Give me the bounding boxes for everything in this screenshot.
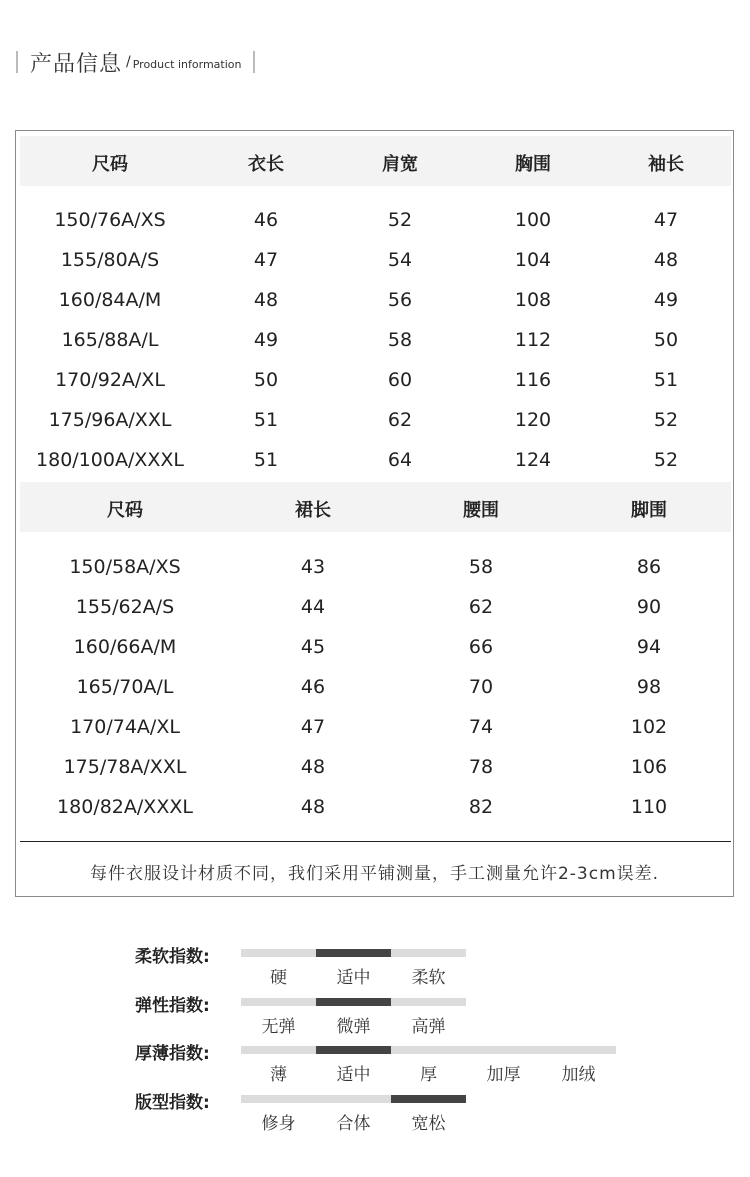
table-cell: 46 (300, 676, 326, 698)
table-row (16, 596, 733, 620)
index-option: 加绒 (561, 1065, 596, 1085)
header-right-bar (253, 51, 255, 73)
table-cell: 100 (514, 209, 552, 231)
table-cell: 90 (636, 596, 662, 618)
table-cell: 180/82A/XXXL (57, 796, 193, 818)
table-cell: 54 (387, 249, 413, 271)
table-header-cell: 肩宽 (382, 154, 418, 175)
top-table-header (20, 136, 731, 186)
table-cell: 86 (636, 556, 662, 578)
table-header-cell: 胸围 (515, 154, 551, 175)
table-cell: 155/80A/S (60, 249, 160, 271)
table-cell: 102 (630, 716, 668, 738)
index-label: 弹性指数: (135, 995, 210, 1016)
table-cell: 62 (468, 596, 494, 618)
table-cell: 170/74A/XL (70, 716, 180, 738)
index-track (241, 998, 466, 1006)
table-cell: 60 (387, 369, 413, 391)
table-row (16, 796, 733, 820)
index-option: 无弹 (261, 1016, 296, 1037)
index-selected-segment (391, 1095, 466, 1103)
bottom-table-header (20, 482, 731, 532)
table-row (16, 636, 733, 660)
table-cell: 45 (300, 636, 326, 658)
table-cell: 50 (253, 369, 279, 391)
table-cell: 150/76A/XS (54, 209, 166, 231)
table-cell: 74 (468, 716, 494, 738)
index-option: 宽松 (411, 1113, 446, 1134)
table-cell: 52 (387, 209, 413, 231)
table-row (16, 329, 733, 353)
table-cell: 120 (514, 409, 552, 431)
table-header-cell: 腰围 (463, 500, 499, 521)
table-cell: 48 (653, 249, 679, 271)
index-option: 适中 (336, 968, 371, 988)
table-cell: 49 (653, 289, 679, 311)
section-title: 产品信息 (30, 51, 123, 77)
table-cell: 48 (300, 796, 326, 818)
index-option: 加厚 (486, 1065, 521, 1085)
index-option: 高弹 (411, 1016, 446, 1037)
table-row (16, 449, 733, 473)
table-cell: 47 (253, 249, 279, 271)
table-cell: 180/100A/XXXL (36, 449, 184, 471)
table-row (16, 556, 733, 580)
table-row (16, 409, 733, 433)
table-cell: 58 (387, 329, 413, 351)
table-divider (20, 841, 731, 842)
table-row (16, 716, 733, 740)
index-label: 厚薄指数: (135, 1044, 210, 1064)
table-row (16, 369, 733, 393)
table-cell: 82 (468, 796, 494, 818)
index-track (241, 949, 466, 957)
index-option: 柔软 (411, 968, 446, 988)
table-row (16, 676, 733, 700)
index-track (241, 1095, 466, 1103)
table-cell: 47 (653, 209, 679, 231)
table-cell: 64 (387, 449, 413, 471)
table-header-cell: 衣长 (248, 154, 284, 175)
title-separator: / (126, 54, 131, 70)
table-cell: 108 (514, 289, 552, 311)
table-cell: 43 (300, 556, 326, 578)
size-chart (15, 130, 734, 897)
table-cell: 110 (630, 796, 668, 818)
index-option: 薄 (270, 1065, 287, 1085)
table-header-cell: 裙长 (295, 500, 331, 521)
index-selected-segment (316, 1046, 391, 1054)
index-label: 版型指数: (135, 1092, 210, 1113)
table-cell: 78 (468, 756, 494, 778)
table-cell: 160/66A/M (73, 636, 177, 658)
table-header-cell: 尺码 (107, 500, 143, 521)
table-cell: 175/78A/XXL (63, 756, 187, 778)
table-cell: 104 (514, 249, 552, 271)
table-cell: 58 (468, 556, 494, 578)
index-option: 修身 (261, 1113, 296, 1134)
table-cell: 51 (253, 449, 279, 471)
index-option: 合体 (336, 1113, 371, 1134)
index-selected-segment (316, 949, 391, 957)
table-row (16, 756, 733, 780)
header-left-bar (16, 51, 18, 73)
index-selected-segment (316, 998, 391, 1006)
table-cell: 112 (514, 329, 552, 351)
index-track (241, 1046, 616, 1054)
index-option: 厚 (420, 1065, 437, 1085)
table-cell: 165/88A/L (61, 329, 159, 351)
index-label: 柔软指数: (135, 947, 210, 967)
index-option: 硬 (270, 968, 287, 988)
section-header (16, 44, 255, 80)
table-cell: 94 (636, 636, 662, 658)
table-cell: 52 (653, 409, 679, 431)
table-cell: 52 (653, 449, 679, 471)
table-cell: 116 (514, 369, 552, 391)
section-subtitle: Product information (132, 57, 242, 71)
table-cell: 106 (630, 756, 668, 778)
table-cell: 160/84A/M (58, 289, 162, 311)
table-cell: 56 (387, 289, 413, 311)
table-cell: 66 (468, 636, 494, 658)
index-option: 微弹 (336, 1016, 371, 1037)
table-row (16, 289, 733, 313)
table-header-cell: 袖长 (648, 154, 684, 175)
index-option: 适中 (336, 1065, 371, 1085)
table-cell: 175/96A/XXL (48, 409, 172, 431)
table-cell: 124 (514, 449, 552, 471)
table-cell: 98 (636, 676, 662, 698)
table-cell: 49 (253, 329, 279, 351)
table-cell: 47 (300, 716, 326, 738)
table-cell: 165/70A/L (76, 676, 174, 698)
table-cell: 48 (253, 289, 279, 311)
table-cell: 46 (253, 209, 279, 231)
table-cell: 50 (653, 329, 679, 351)
table-row (16, 249, 733, 273)
table-cell: 170/92A/XL (55, 369, 165, 391)
table-cell: 155/62A/S (75, 596, 175, 618)
table-row (16, 209, 733, 233)
table-cell: 44 (300, 596, 326, 618)
table-cell: 70 (468, 676, 494, 698)
table-cell: 48 (300, 756, 326, 778)
table-header-cell: 脚围 (631, 500, 667, 521)
table-cell: 62 (387, 409, 413, 431)
table-cell: 150/58A/XS (69, 556, 181, 578)
table-cell: 51 (253, 409, 279, 431)
measurement-note: 每件衣服设计材质不同，我们采用平铺测量，手工测量允许2-3cm误差. (89, 864, 660, 884)
table-header-cell: 尺码 (92, 154, 128, 175)
table-cell: 51 (653, 369, 679, 391)
